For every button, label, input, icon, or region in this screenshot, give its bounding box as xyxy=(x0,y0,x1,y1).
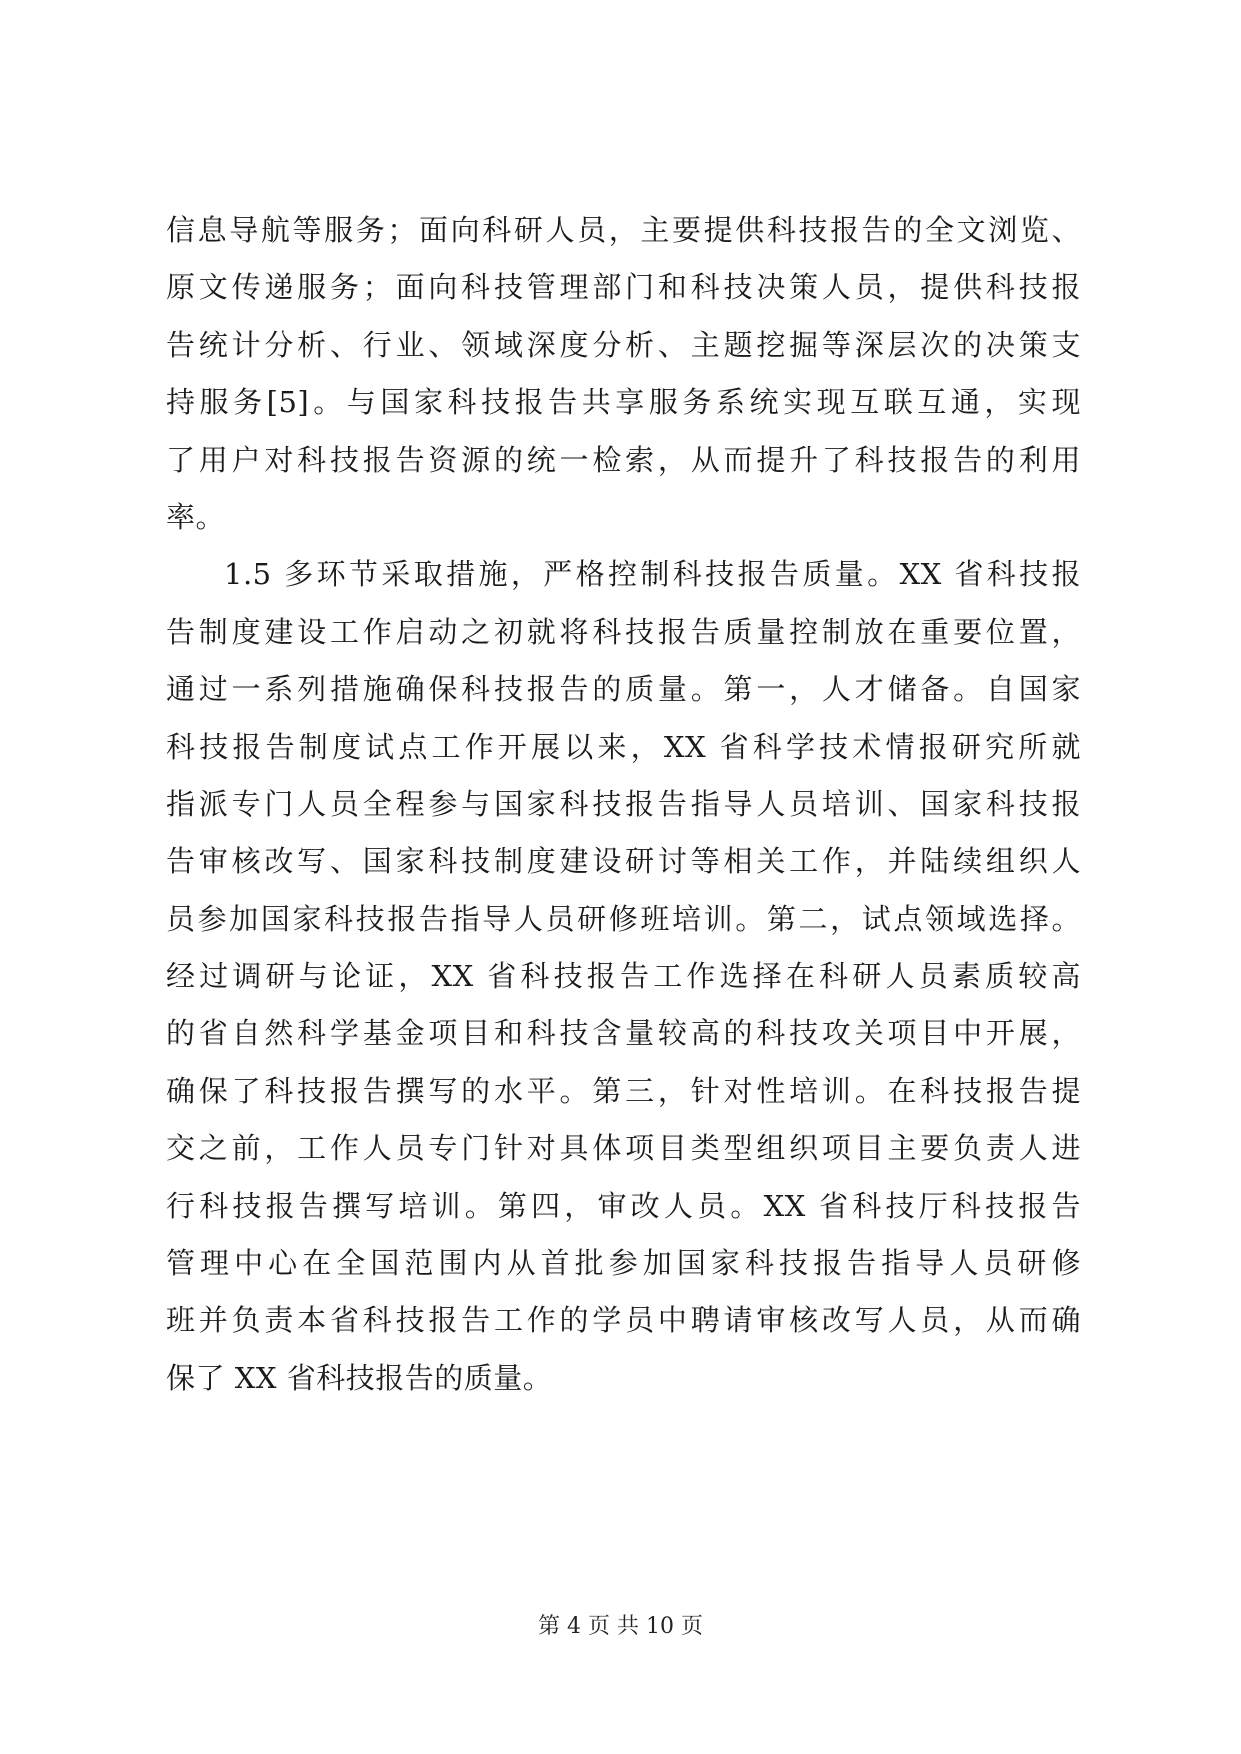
text-line: 告审核改写、国家科技制度建设研讨等相关工作，并陆续组织人 xyxy=(166,844,1081,879)
text-line: 告统计分析、行业、领域深度分析、主题挖掘等深层次的决策支 xyxy=(166,327,1081,362)
text-line: 确保了科技报告撰写的水平。第三，针对性培训。在科技报告提 xyxy=(166,1073,1081,1108)
page-number-footer: 第 4 页 共 10 页 xyxy=(538,1614,703,1639)
paragraph xyxy=(166,202,1081,546)
document-body xyxy=(166,202,1081,1407)
text-line: 告制度建设工作启动之初就将科技报告质量控制放在重要位置， xyxy=(166,614,1081,649)
text-line: 经过调研与论证，XX 省科技报告工作选择在科研人员素质较高 xyxy=(166,959,1081,994)
text-line: 科技报告制度试点工作开展以来，XX 省科学技术情报研究所就 xyxy=(166,729,1081,764)
paragraph xyxy=(166,546,1081,1407)
text-line: 管理中心在全国范围内从首批参加国家科技报告指导人员研修 xyxy=(166,1246,1081,1281)
text-line: 持服务[5]。与国家科技报告共享服务系统实现互联互通，实现 xyxy=(166,385,1081,420)
text-line: 行科技报告撰写培训。第四，审改人员。XX 省科技厅科技报告 xyxy=(166,1188,1081,1223)
text-line: 指派专门人员全程参与国家科技报告指导人员培训、国家科技报 xyxy=(166,786,1081,821)
text-line: 员参加国家科技报告指导人员研修班培训。第二，试点领域选择。 xyxy=(166,901,1081,936)
text-line: 的省自然科学基金项目和科技含量较高的科技攻关项目中开展， xyxy=(166,1016,1081,1051)
text-line: 班并负责本省科技报告工作的学员中聘请审核改写人员，从而确 xyxy=(166,1303,1081,1338)
text-line: 原文传递服务；面向科技管理部门和科技决策人员，提供科技报 xyxy=(166,270,1081,305)
text-line: 通过一系列措施确保科技报告的质量。第一，人才储备。自国家 xyxy=(166,672,1081,707)
text-line: 交之前，工作人员专门针对具体项目类型组织项目主要负责人进 xyxy=(166,1131,1081,1166)
text-line: 保了 XX 省科技报告的质量。 xyxy=(166,1360,553,1395)
text-line: 1.5 多环节采取措施，严格控制科技报告质量。XX 省科技报 xyxy=(224,557,1081,592)
text-line: 信息导航等服务；面向科研人员，主要提供科技报告的全文浏览、 xyxy=(166,213,1081,247)
text-line: 率。 xyxy=(166,499,226,534)
text-line: 了用户对科技报告资源的统一检索，从而提升了科技报告的利用 xyxy=(166,442,1081,477)
